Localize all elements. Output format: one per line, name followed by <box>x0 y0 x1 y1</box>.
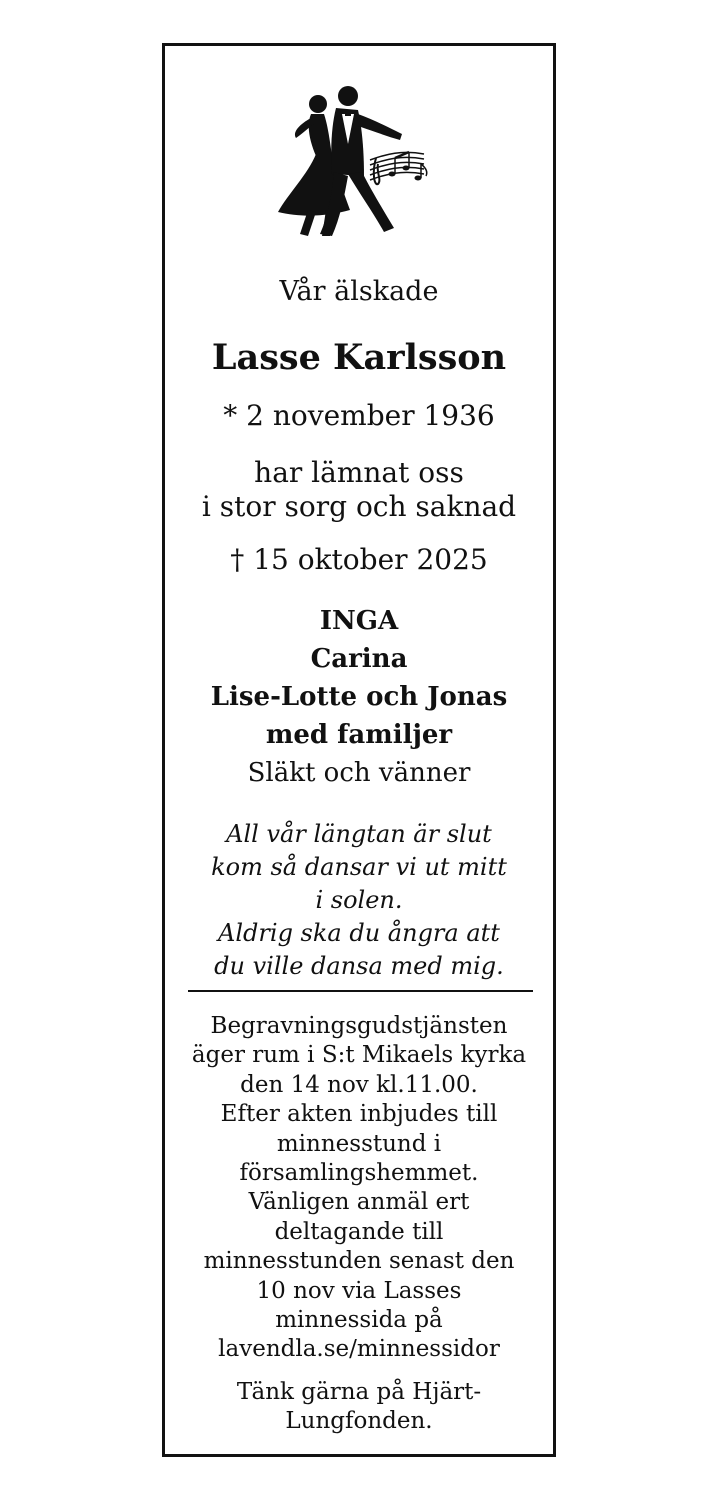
relatives-and-friends: Släkt och vänner <box>247 758 471 788</box>
funeral-info-line: deltagande till <box>274 1218 444 1245</box>
funeral-info-line: äger rum i S:t Mikaels kyrka <box>191 1042 527 1069</box>
funeral-info-line: lavendla.se/minnessidor <box>218 1336 500 1363</box>
family-member: INGA <box>319 606 399 636</box>
funeral-info <box>165 1012 553 1365</box>
family-member: med familjer <box>265 720 453 750</box>
funeral-info-line: minnesstunden senast den <box>203 1248 515 1275</box>
funeral-info-line: församlingshemmet. <box>239 1160 479 1187</box>
funeral-info-line: den 14 nov kl.11.00. <box>240 1071 478 1098</box>
family-list <box>165 602 553 792</box>
funeral-info-line: minnessida på <box>275 1307 443 1334</box>
funeral-info-line: Efter akten inbjudes till <box>220 1101 498 1128</box>
family-member: Carina <box>310 644 408 674</box>
obituary-frame <box>162 43 556 1457</box>
birth-date: * 2 november 1936 <box>223 399 495 432</box>
message-line: har lämnat oss <box>254 456 464 489</box>
family-member: Lise-Lotte och Jonas <box>210 682 508 712</box>
poem <box>165 818 553 983</box>
dancing-couple-icon <box>278 84 438 246</box>
poem-line: All vår längtan är slut <box>226 820 492 848</box>
announcement-message <box>165 456 553 524</box>
funeral-info-line: Begravningsgudstjänsten <box>210 1013 508 1039</box>
funeral-info-line: 10 nov via Lasses <box>256 1277 462 1304</box>
poem-line: kom så dansar vi ut mitt <box>211 853 507 881</box>
poem-line: i solen. <box>315 886 403 914</box>
death-date: † 15 oktober 2025 <box>230 543 488 576</box>
divider <box>188 990 533 992</box>
poem-line: Aldrig ska du ångra att <box>218 919 500 947</box>
message-line: i stor sorg och saknad <box>201 490 517 523</box>
deceased-name: Lasse Karlsson <box>211 337 507 378</box>
intro-text: Vår älskade <box>279 276 439 307</box>
donation-line: Lungfonden. <box>285 1408 433 1434</box>
donation-note <box>165 1378 553 1436</box>
poem-line: du ville dansa med mig. <box>214 952 504 980</box>
funeral-info-line: Vänligen anmäl ert <box>248 1189 470 1216</box>
funeral-info-line: minnesstund i <box>276 1130 442 1157</box>
donation-line: Tänk gärna på Hjärt- <box>236 1379 482 1405</box>
